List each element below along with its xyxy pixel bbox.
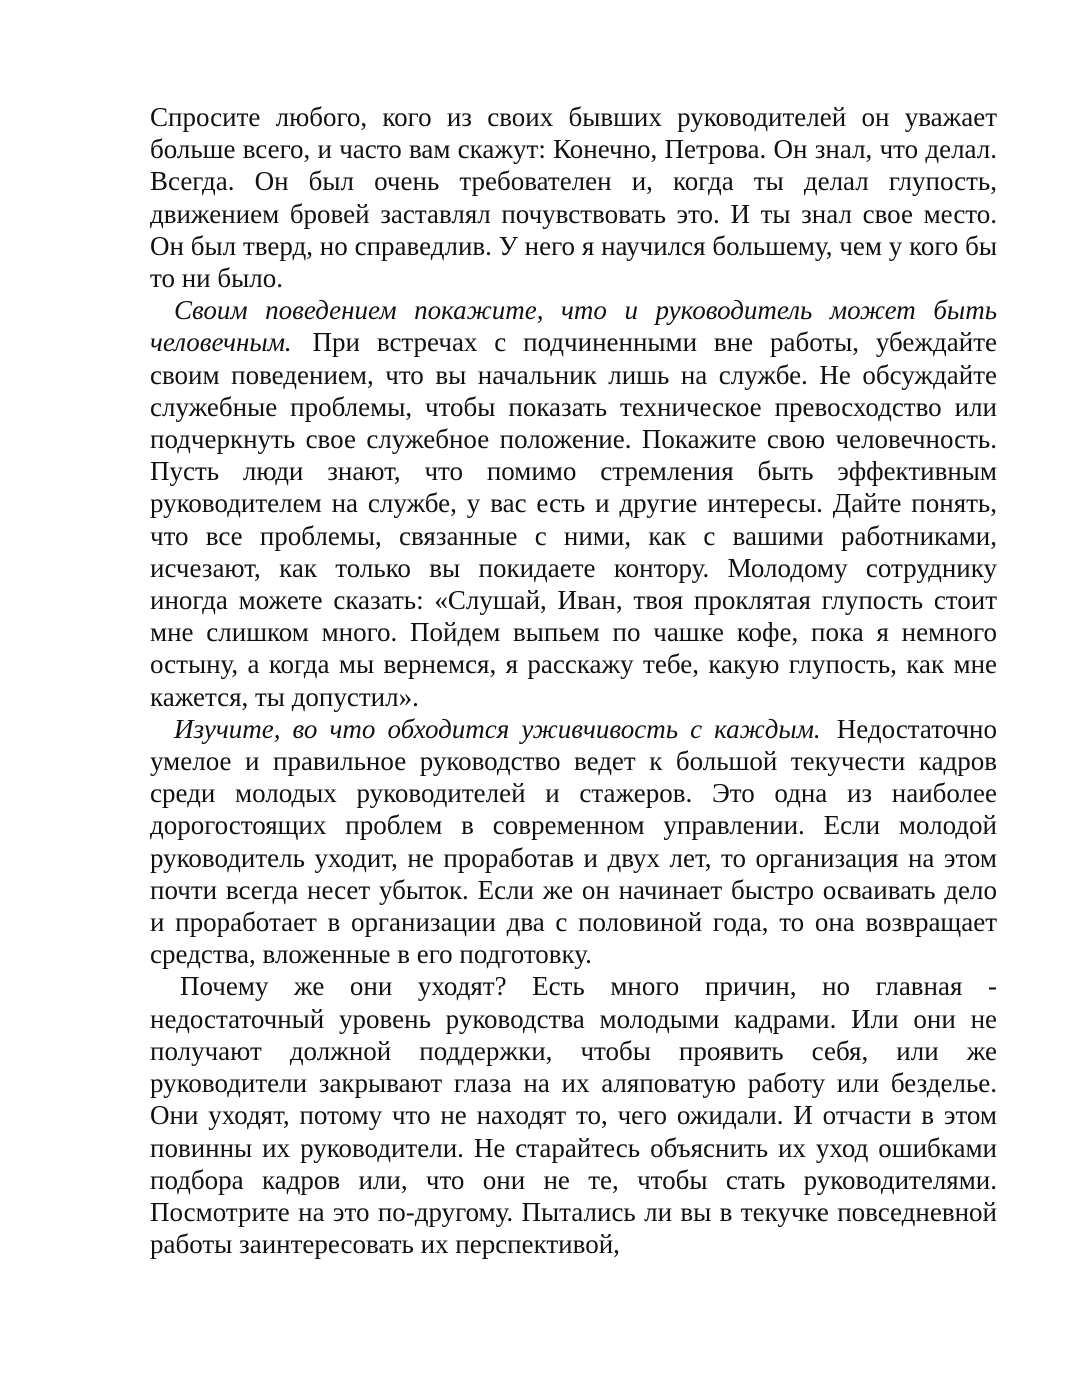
paragraph-4-text: Почему же они уходят? Есть много причин, но главная - недостаточный уровень руководства молодыми кадрами. Или они не получают должной поддержки, чтобы проявить себя, или же руководители закрывают глаза на их аляповатую работу или безделье. Они уходят, потому что не находят то, чего ожидали. И отчасти в этом повинны их руководители. Не старайтесь объяснить их уход ошибками подбора кадров или, что они не те, чтобы стать руководителями. Посмотрите на это по-другому. Пытались ли вы в текучке повседневной работы заинтересовать их перспективой,: [150, 971, 997, 1260]
paragraph-3: [150, 713, 997, 971]
paragraph-3-text: Недостаточно умелое и правильное руководство ведет к большой текучести кадров среди молодых руководителей и стажеров. Это одна из наиболее дорогостоящих проблем в современном управлении. Если молодой руководитель уходит, не проработав и двух лет, то организация на этом почти всегда несет убыток. Если же он начинает быстро осваивать дело и проработает в организации два с половиной года, то она возвращает средства, вложенные в его подготовку.: [150, 713, 997, 970]
paragraph-1: [150, 101, 997, 294]
paragraph-4: [150, 970, 997, 1260]
paragraph-2-text: При встречах с подчиненными вне работы, убеждайте своим поведением, что вы начальник лишь на службе. Не обсуждайте служебные проблемы, чтобы показать техническое превосходство или подчеркнуть свое служебное положение. Покажите свою человечность. Пусть люди знают, что помимо стремления быть эффективным руководителем на службе, у вас есть и другие интересы. Дайте понять, что все проблемы, связанные с ними, как с вашими работниками, исчезают, как только вы покидаете контору. Молодому сотруднику иногда можете сказать: «Слушай, Иван, твоя проклятая глупость стоит мне слишком много. Пойдем выпьем по чашке кофе, пока я немного остыну, а когда мы вернемся, я расскажу тебе, какую глупость, как мне кажется, ты допустил».: [150, 327, 997, 712]
paragraph-2-lead: Своим поведением покажите, что и руководитель может быть человечным.: [150, 295, 997, 358]
paragraph-1-text: Спросите любого, кого из своих бывших руководителей он уважает больше всего, и часто вам скажут: Конечно, Петрова. Он знал, что делал. Всегда. Он был очень требователен и, когда ты делал глупость, движением бровей заставлял почувствовать это. И ты знал свое место. Он был тверд, но справедлив. У него я научился большему, чем у кого бы то ни было.: [150, 102, 997, 294]
paragraph-2: [150, 294, 997, 713]
paragraph-3-lead: Изучите, во что обходится уживчивость с каждым.: [174, 713, 821, 744]
document-page: [150, 101, 997, 1260]
